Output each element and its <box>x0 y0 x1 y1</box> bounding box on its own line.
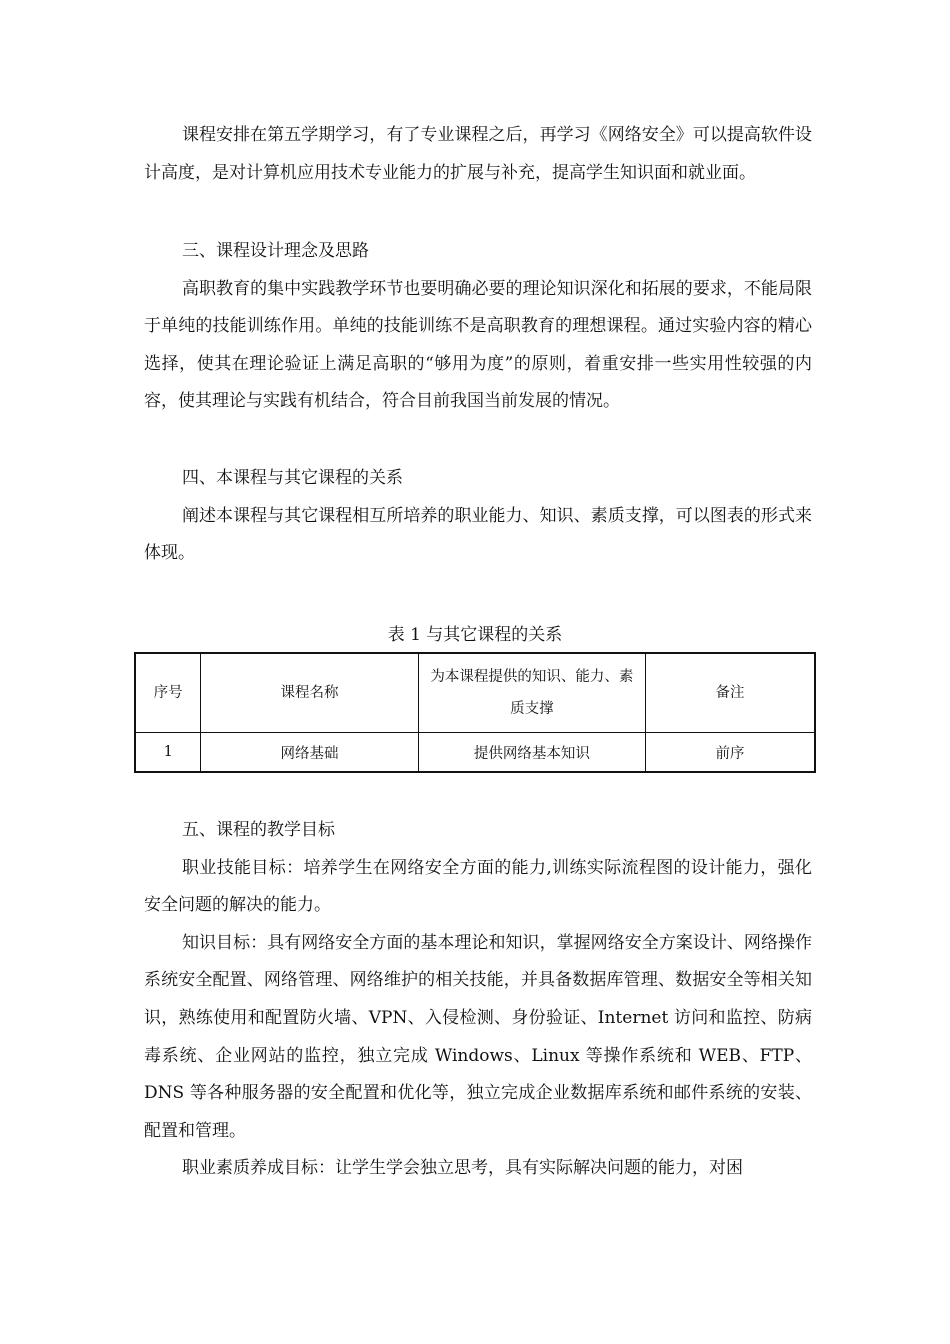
section-4 <box>144 460 812 573</box>
skill-goal-paragraph: 职业技能目标：培养学生在网络安全方面的能力,训练实际流程图的设计能力，强化安全问题的解决的能力。 <box>144 857 812 916</box>
cell-support: 提供网络基本知识 <box>418 733 645 773</box>
section-3-body: 高职教育的集中实践教学环节也要明确必要的理论知识深化和拓展的要求，不能局限于单纯的技能训练作用。单纯的技能训练不是高职教育的理想课程。通过实验内容的精心选择，使其在理论验证上满足高职的“够用为度”的原则，着重安排一些实用性较强的内容，使其理论与实践有机结合，符合目前我国当前发展的情况。 <box>144 278 812 412</box>
cell-index: 1 <box>135 733 201 773</box>
section-5 <box>144 812 812 1188</box>
knowledge-goal-paragraph: 知识目标：具有网络安全方面的基本理论和知识，掌握网络安全方案设计、网络操作系统安全配置、网络管理、网络维护的相关技能，并具备数据库管理、数据安全等相关知识，熟练使用和配置防火墙、VPN、入侵检测、身份验证、Internet 访问和监控、防病毒系统、企业网站的监控，独立完成 Windows、Linux 等操作系统和 WEB、FTP、DNS 等各种服务器的安全配置和优化等，独立完成企业数据库系统和邮件系统的安装、配置和管理。 <box>144 932 812 1141</box>
header-support: 为本课程提供的知识、能力、素质支撑 <box>418 653 645 733</box>
section-4-body: 阐述本课程与其它课程相互所培养的职业能力、知识、素质支撑，可以图表的形式来体现。 <box>144 505 812 564</box>
section-3 <box>144 233 812 421</box>
quality-goal-paragraph: 职业素质养成目标：让学生学会独立思考，具有实际解决问题的能力，对困 <box>182 1158 743 1179</box>
section-3-heading: 三、课程设计理念及思路 <box>182 241 369 261</box>
cell-remark: 前序 <box>646 733 816 773</box>
section-5-heading: 五、课程的教学目标 <box>182 820 335 840</box>
table-row <box>135 733 815 773</box>
table-caption: 表 1 与其它课程的关系 <box>387 625 563 645</box>
section-4-heading: 四、本课程与其它课程的关系 <box>182 468 403 488</box>
intro-paragraph: 课程安排在第五学期学习，有了专业课程之后，再学习《网络安全》可以提高软件设计高度，是对计算机应用技术专业能力的扩展与补充，提高学生知识面和就业面。 <box>144 125 812 183</box>
course-relation-table <box>134 652 816 773</box>
header-course-name: 课程名称 <box>201 653 418 733</box>
header-remark: 备注 <box>646 653 816 733</box>
table-header-row <box>135 653 815 733</box>
header-index: 序号 <box>135 653 201 733</box>
cell-course-name: 网络基础 <box>201 733 418 773</box>
intro-section <box>144 117 812 192</box>
